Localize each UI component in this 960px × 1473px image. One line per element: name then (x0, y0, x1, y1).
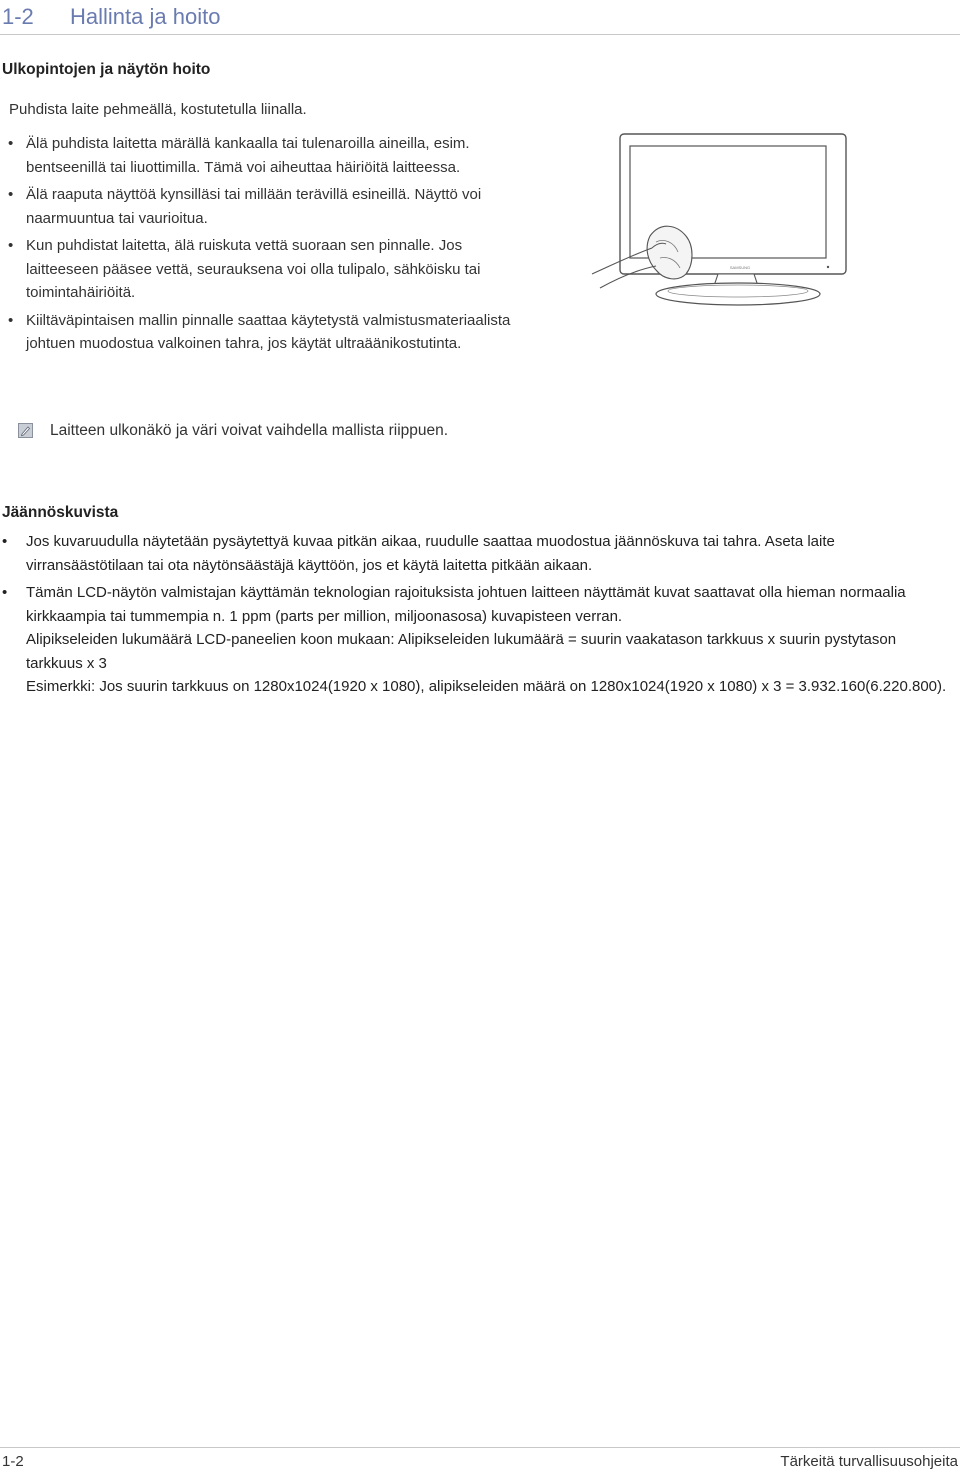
list-item: • Älä puhdista laitetta märällä kankaalla tai tulenaroilla aineilla, esim. bentseenillä tai liuottimilla. Tämä voi aiheuttaa häiriöitä laitteessa. (8, 135, 470, 176)
list-item: • Tämän LCD-näytön valmistajan käyttämän teknologian rajoituksista johtuen laitteen näyttämät kuvat saattavat olla hieman normaalia kirkkaampia tai tummempia n. 1 ppm (parts per million, miljoonasosa) kuvapisteen verran. Alipikseleiden lukumäärä LCD-paneelien koon mukaan: Alipikseleiden lukumäärä = suurin vaakatason tarkkuus x suurin pystytason tarkkuus x 3 Esimerkki: Jos suurin tarkkuus on 1280x1024(1920 x 1080), alipikseleiden määrä on 1280x1024(1920 x 1080) x 3 = 3.932.160(6.220.800). (0, 581, 950, 699)
care-heading: Ulkopintojen ja näytön hoito (2, 61, 211, 78)
brand-label: SAMSUNG (729, 265, 751, 270)
subpixel-count-text: Alipikseleiden lukumäärä LCD-paneelien koon mukaan: Alipikseleiden lukumäärä = suurin vaakatason tarkkuus x suurin pystytason tarkkuus x 3 (26, 631, 897, 672)
care-intro: Puhdista laite pehmeällä, kostutetulla liinalla. (9, 101, 307, 118)
afterimage-heading: Jäännöskuvista (2, 504, 119, 521)
page-header (0, 0, 960, 35)
section-number: 1-2 (2, 4, 34, 29)
note (18, 422, 578, 446)
afterimage-bullet-list (0, 530, 950, 703)
example-text: Esimerkki: Jos suurin tarkkuus on 1280x1024(1920 x 1080), alipikseleiden määrä on 1280x1024(1920 x 1080) x 3 = 3.932.160(6.220.800). (26, 678, 947, 695)
note-text: Laitteen ulkonäkö ja väri voivat vaihdella mallista riippuen. (50, 422, 449, 439)
list-item: • Kiiltäväpintaisen mallin pinnalle saattaa käytetystä valmistusmateriaalista johtuen muodostua valkoinen tahra, jos käytät ultraäänikostutinta. (8, 311, 511, 352)
section-title: Hallinta ja hoito (70, 4, 221, 29)
list-item: • Älä raaputa näyttöä kynsilläsi tai millään terävillä esineillä. Näyttö voi naarmuuntua tai vaurioitua. (8, 186, 482, 227)
chapter-title: Tärkeitä turvallisuusohjeita (780, 1453, 958, 1470)
monitor-cleaning-illustration (590, 118, 860, 318)
care-bullet-list (0, 132, 530, 360)
note-icon (18, 423, 33, 438)
list-item: • Jos kuvaruudulla näytetään pysäytettyä kuvaa pitkän aikaa, ruudulle saattaa muodostua jäännöskuva tai tahra. Aseta laite virransäästötilaan tai ota näytönsäästäjä käyttöön, jos et käytä laitetta pitkään aikaan. (2, 533, 835, 574)
monitor-illustration-icon (590, 118, 860, 318)
page-footer (0, 1447, 960, 1473)
list-item: • Kun puhdistat laitetta, älä ruiskuta vettä suoraan sen pinnalle. Jos laitteeseen pääsee vettä, seurauksena voi olla tulipalo, sähköisku tai toimintahäiriöitä. (8, 237, 481, 301)
page-number: 1-2 (2, 1453, 24, 1470)
